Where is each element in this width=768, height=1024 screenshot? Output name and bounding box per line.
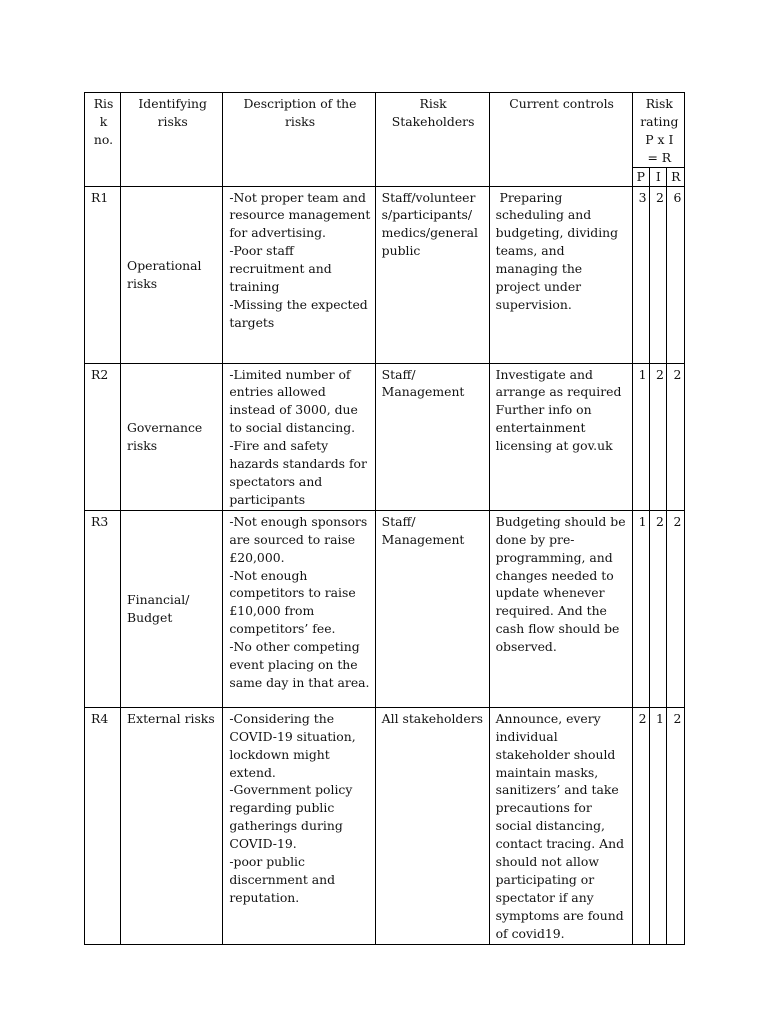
risk-name-cell: External risks <box>121 707 223 944</box>
r-value-cell: 2 <box>667 707 685 944</box>
risk-name-cell: Operational risks <box>121 186 223 363</box>
p-value-cell: 2 <box>632 707 649 944</box>
i-value-cell: 1 <box>650 707 667 944</box>
risk-name-cell: Financial/ Budget <box>121 510 223 707</box>
risk-rating-label: Risk rating <box>640 96 679 129</box>
description-line: -Government policy regarding public gatherings during COVID-19. <box>229 782 353 852</box>
description-line: -Not enough sponsors are sourced to raise £20,000. <box>229 513 368 565</box>
stakeholders-cell: Staff/ Management <box>375 363 489 510</box>
header-risk-rating <box>632 93 684 168</box>
description-cell <box>223 363 375 510</box>
header-i: I <box>650 167 667 186</box>
header-stakeholders: Risk Stakeholders <box>375 93 489 187</box>
description-line: -Limited number of entries allowed instead of 3000, due to social distancing. <box>229 366 358 436</box>
description-line: -Poor staff recruitment and training <box>229 243 332 295</box>
risk-no-cell: R4 <box>85 707 121 944</box>
i-value-cell: 2 <box>650 510 667 707</box>
description-line: -poor public discernment and reputation. <box>229 854 336 905</box>
controls-cell: Preparing scheduling and budgeting, dividing teams, and managing the project under supervision. <box>489 186 632 363</box>
r-value-cell: 6 <box>667 186 685 363</box>
header-description: Description of the risks <box>223 93 375 187</box>
risk-no-cell: R1 <box>85 186 121 363</box>
p-value-cell: 1 <box>632 363 649 510</box>
table-header-row <box>85 93 685 168</box>
description-line: -Missing the expected targets <box>229 296 368 330</box>
description-line: -Not enough competitors to raise £10,000 from competitors’ fee. <box>229 567 356 637</box>
description-cell <box>223 186 375 363</box>
risk-no-cell: R2 <box>85 363 121 510</box>
stakeholders-cell: Staff/volunteer s/participants/ medics/general public <box>375 186 489 363</box>
stakeholders-cell: All stakeholders <box>375 707 489 944</box>
controls-cell: Budgeting should be done by pre-programming, and changes needed to update whenever required. And the cash flow should be observed. <box>489 510 632 707</box>
risk-rating-formula: P x I = R <box>645 131 674 165</box>
header-risk-no: Risk no. <box>85 93 121 187</box>
description-line: -Considering the COVID-19 situation, lockdown might extend. <box>229 710 356 780</box>
i-value-cell: 2 <box>650 363 667 510</box>
stakeholders-cell: Staff/ Management <box>375 510 489 707</box>
header-identifying-risks: Identifying risks <box>121 93 223 187</box>
description-cell <box>223 707 375 944</box>
r-value-cell: 2 <box>667 363 685 510</box>
description-line: -No other competing event placing on the same day in that area. <box>229 639 370 690</box>
risk-name-cell: Governance risks <box>121 363 223 510</box>
description-line: -Fire and safety hazards standards for spectators and participants <box>229 438 367 507</box>
table-row <box>85 707 685 944</box>
description-line: -Not proper team and resource management for advertising. <box>229 189 371 241</box>
r-value-cell: 2 <box>667 510 685 707</box>
p-value-cell: 3 <box>632 186 649 363</box>
table-row <box>85 186 685 363</box>
table-row <box>85 510 685 707</box>
risk-no-cell: R3 <box>85 510 121 707</box>
header-r: R <box>667 167 685 186</box>
controls-cell: Investigate and arrange as required Further info on entertainment licensing at gov.uk <box>489 363 632 510</box>
controls-cell: Announce, every individual stakeholder should maintain masks, sanitizers’ and take precautions for social distancing, contact tracing. And should not allow participating or spectator if any symptoms are found of covid19. <box>489 707 632 944</box>
header-current-controls: Current controls <box>489 93 632 187</box>
header-p: P <box>632 167 649 186</box>
p-value-cell: 1 <box>632 510 649 707</box>
risk-assessment-table <box>84 92 685 945</box>
table-row <box>85 363 685 510</box>
i-value-cell: 2 <box>650 186 667 363</box>
description-cell <box>223 510 375 707</box>
